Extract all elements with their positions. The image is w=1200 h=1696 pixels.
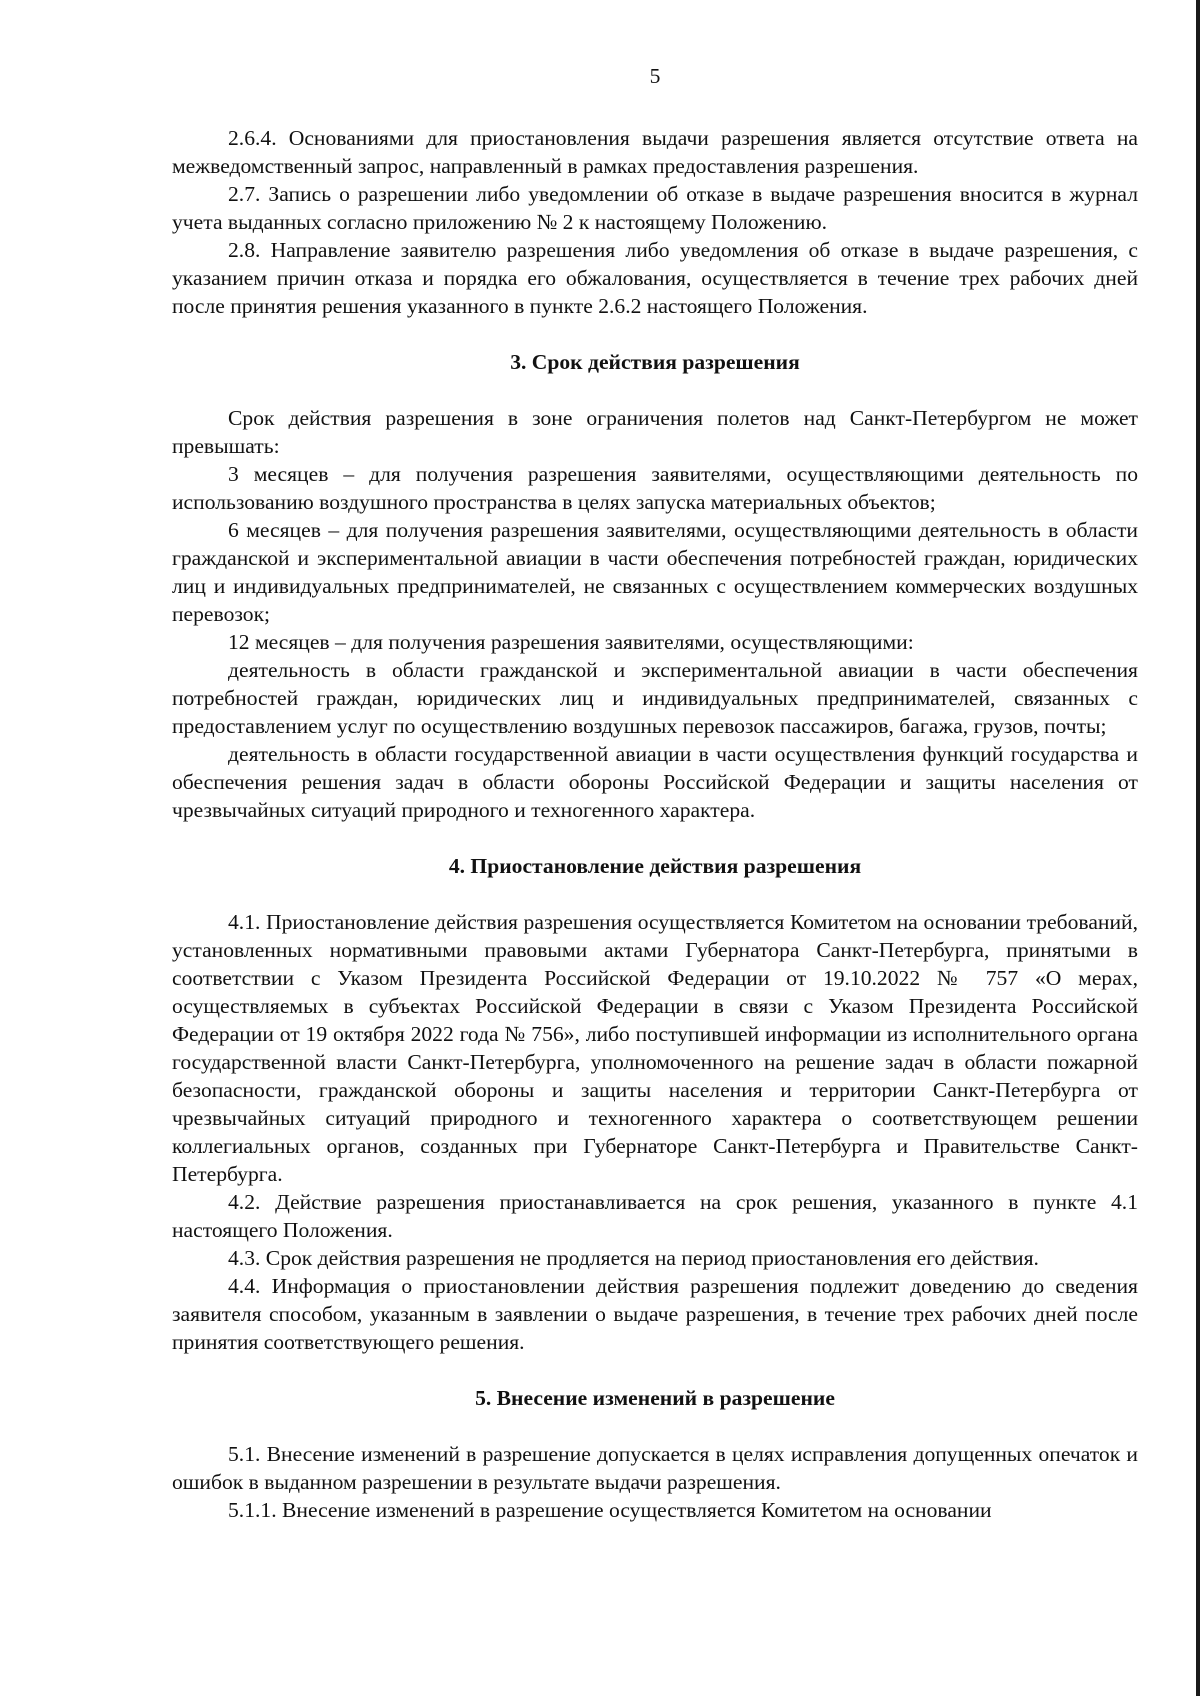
paragraph-5-1: 5.1. Внесение изменений в разрешение допускается в целях исправления допущенных опечаток и ошибок в выданном разрешении в результате выдачи разрешения. bbox=[172, 1442, 1138, 1494]
paragraph-2-8: 2.8. Направление заявителю разрешения либо уведомления об отказе в выдаче разрешения, с указанием причин отказа и порядка его обжалования, осуществляется в течение трех рабочих дней после принятия решения указанного в пункте 2.6.2 настоящего Положения. bbox=[172, 238, 1138, 318]
section-heading-3: 3. Срок действия разрешения bbox=[510, 350, 800, 374]
paragraph-4-2: 4.2. Действие разрешения приостанавливается на срок решения, указанного в пункте 4.1 настоящего Положения. bbox=[172, 1190, 1138, 1242]
document-page bbox=[172, 62, 1138, 1524]
paragraph-4-4: 4.4. Информация о приостановлении действия разрешения подлежит доведению до сведения заявителя способом, указанным в заявлении о выдаче разрешения, в течение трех рабочих дней после принятия соответствующего решения. bbox=[172, 1274, 1138, 1354]
page-number: 5 bbox=[649, 64, 661, 88]
paragraph-4-1: 4.1. Приостановление действия разрешения осуществляется Комитетом на основании требований, установленных нормативными правовыми актами Губернатора Санкт-Петербурга, принятыми в соответствии с Указом Президента Российской Федерации от 19.10.2022 № 757 «О мерах, осуществляемых в субъектах Российской Федерации в связи с Указом Президента Российской Федерации от 19 октября 2022 года № 756», либо поступившей информации из исполнительного органа государственной власти Санкт-Петербурга, уполномоченного на решение задач в области пожарной безопасности, гражданской обороны и защиты населения и территории Санкт-Петербурга от чрезвычайных ситуаций природного и техногенного характера о соответствующем решении коллегиальных органов, созданных при Губернаторе Санкт-Петербурга и Правительстве Санкт-Петербурга. bbox=[172, 910, 1138, 1186]
section-heading-5: 5. Внесение изменений в разрешение bbox=[475, 1386, 835, 1410]
paragraph-2-7: 2.7. Запись о разрешении либо уведомлении об отказе в выдаче разрешения вносится в журнал учета выданных согласно приложению № 2 к настоящему Положению. bbox=[172, 182, 1138, 234]
paragraph-3-civil-aviation: деятельность в области гражданской и экспериментальной авиации в части обеспечения потребностей граждан, юридических лиц и индивидуальных предпринимателей, связанных с предоставлением услуг по осуществлению воздушных перевозок пассажиров, багажа, грузов, почты; bbox=[172, 658, 1138, 738]
paragraph-3-intro: Срок действия разрешения в зоне ограничения полетов над Санкт-Петербургом не может превышать: bbox=[172, 406, 1138, 458]
paragraph-5-1-1: 5.1.1. Внесение изменений в разрешение осуществляется Комитетом на основании bbox=[228, 1498, 992, 1522]
section-heading-4: 4. Приостановление действия разрешения bbox=[448, 854, 862, 878]
paragraph-3-months-6: 6 месяцев – для получения разрешения заявителями, осуществляющими деятельность в области гражданской и экспериментальной авиации в части обеспечения потребностей граждан, юридических лиц и индивидуальных предпринимателей, не связанных с осуществлением коммерческих воздушных перевозок; bbox=[172, 518, 1138, 626]
paragraph-4-3: 4.3. Срок действия разрешения не продляется на период приостановления его действия. bbox=[228, 1246, 1039, 1270]
paragraph-3-months-3: 3 месяцев – для получения разрешения заявителями, осуществляющими деятельность по использованию воздушного пространства в целях запуска материальных объектов; bbox=[172, 462, 1138, 514]
scan-edge-rule bbox=[1196, 0, 1200, 1696]
paragraph-3-months-12: 12 месяцев – для получения разрешения заявителями, осуществляющими: bbox=[228, 630, 914, 654]
paragraph-3-state-aviation: деятельность в области государственной авиации в части осуществления функций государства и обеспечения решения задач в области обороны Российской Федерации и защиты населения от чрезвычайных ситуаций природного и техногенного характера. bbox=[172, 742, 1138, 822]
paragraph-2-6-4: 2.6.4. Основаниями для приостановления выдачи разрешения является отсутствие ответа на межведомственный запрос, направленный в рамках предоставления разрешения. bbox=[172, 126, 1138, 178]
